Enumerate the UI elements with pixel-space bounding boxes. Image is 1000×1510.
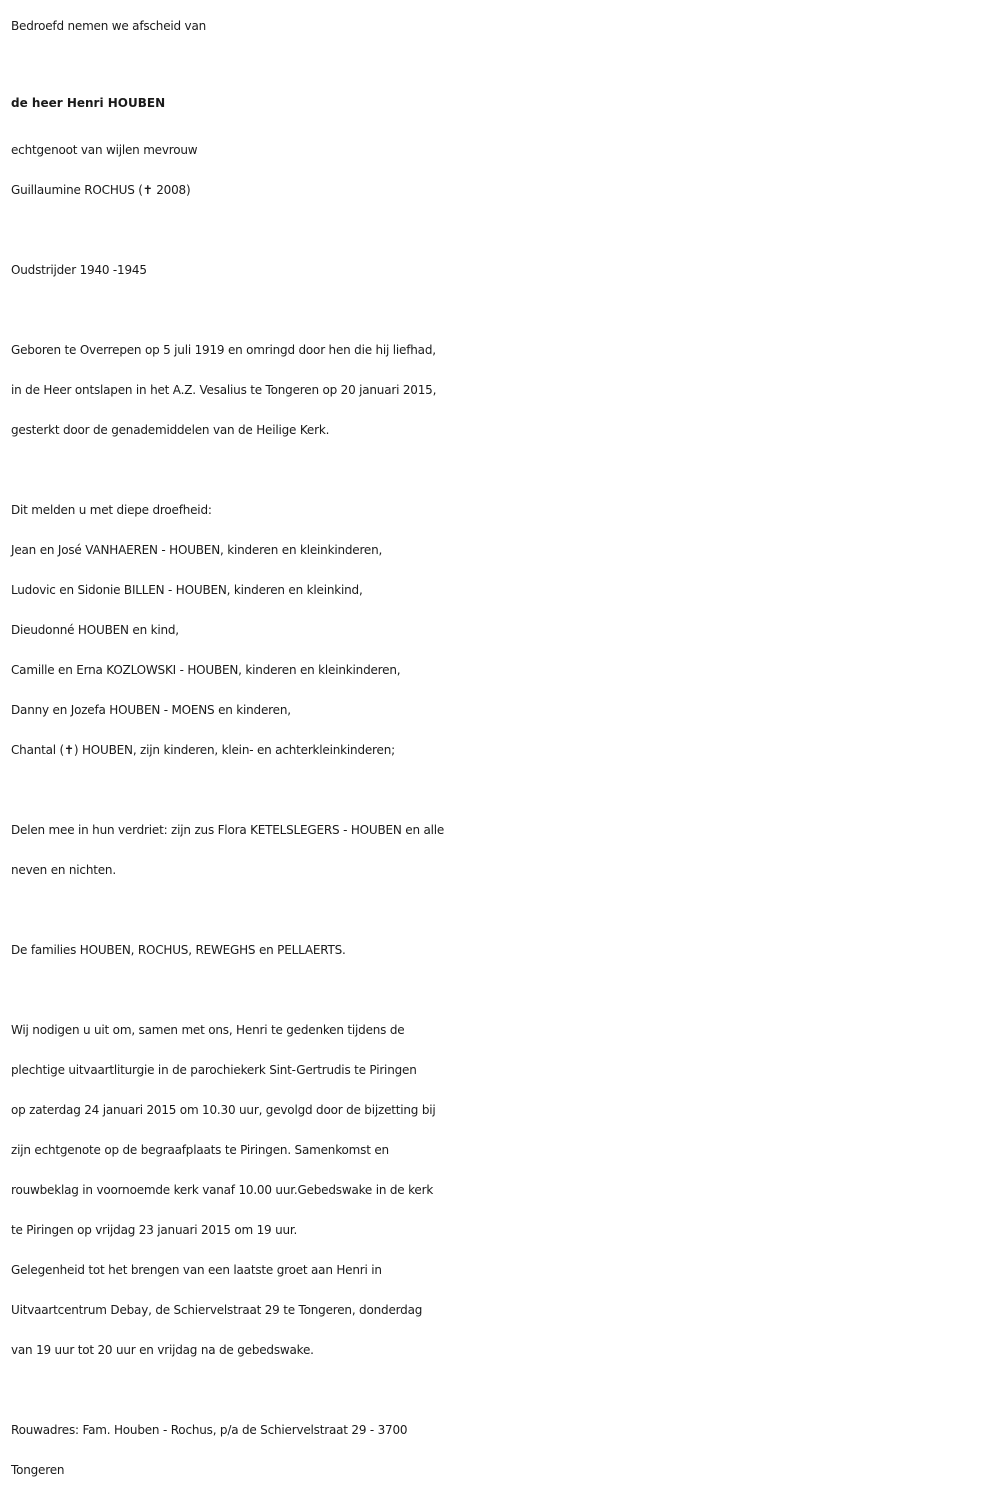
family-line: Dieudonné HOUBEN en kind, xyxy=(11,623,179,637)
family-line: Chantal (✝) HOUBEN, zijn kinderen, klein- en achterkleinkinderen; xyxy=(11,743,395,757)
ceremony-line: Gelegenheid tot het brengen van een laatste groet aan Henri in xyxy=(11,1263,382,1277)
address-line: Tongeren xyxy=(11,1463,65,1477)
family-line: Dit melden u met diepe droefheid: xyxy=(11,503,212,517)
spouse-line: Guillaumine ROCHUS (✝ 2008) xyxy=(11,183,191,197)
intro-text: Bedroefd nemen we afscheid van xyxy=(11,19,207,33)
spacer xyxy=(11,290,1000,330)
ceremony-line: rouwbeklag in voornoemde kerk vanaf 10.00 uur.Gebedswake in de kerk xyxy=(11,1183,434,1197)
birth-death-line: Geboren te Overrepen op 5 juli 1919 en omringd door hen die hij liefhad, xyxy=(11,343,436,357)
ceremony-line: op zaterdag 24 januari 2015 om 10.30 uur, gevolgd door de bijzetting bij xyxy=(11,1103,436,1117)
family-line: Camille en Erna KOZLOWSKI - HOUBEN, kinderen en kleinkinderen, xyxy=(11,663,401,677)
address-line: Rouwadres: Fam. Houben - Rochus, p/a de Schiervelstraat 29 - 3700 xyxy=(11,1423,408,1437)
spacer xyxy=(11,1370,1000,1410)
family-line: Danny en Jozefa HOUBEN - MOENS en kinderen, xyxy=(11,703,291,717)
spacer xyxy=(11,770,1000,810)
ceremony-line: te Piringen op vrijdag 23 januari 2015 om 19 uur. xyxy=(11,1223,298,1237)
spacer xyxy=(11,890,1000,930)
families-line: De families HOUBEN, ROCHUS, REWEGHS en PELLAERTS. xyxy=(11,943,346,957)
ceremony-line: van 19 uur tot 20 uur en vrijdag na de gebedswake. xyxy=(11,1343,314,1357)
family-line: Ludovic en Sidonie BILLEN - HOUBEN, kinderen en kleinkind, xyxy=(11,583,363,597)
spacer xyxy=(11,210,1000,250)
spacer xyxy=(11,450,1000,490)
ceremony-line: Uitvaartcentrum Debay, de Schiervelstraat 29 te Tongeren, donderdag xyxy=(11,1303,423,1317)
veteran-line: Oudstrijder 1940 -1945 xyxy=(11,263,147,277)
ceremony-line: plechtige uitvaartliturgie in de parochiekerk Sint-Gertrudis te Piringen xyxy=(11,1063,417,1077)
sharing-line: Delen mee in hun verdriet: zijn zus Flora KETELSLEGERS - HOUBEN en alle xyxy=(11,823,445,837)
birth-death-line: in de Heer ontslapen in het A.Z. Vesalius te Tongeren op 20 januari 2015, xyxy=(11,383,437,397)
spouse-line: echtgenoot van wijlen mevrouw xyxy=(11,143,198,157)
sharing-line: neven en nichten. xyxy=(11,863,116,877)
ceremony-line: Wij nodigen u uit om, samen met ons, Henri te gedenken tijdens de xyxy=(11,1023,405,1037)
family-line: Jean en José VANHAEREN - HOUBEN, kinderen en kleinkinderen, xyxy=(11,543,383,557)
deceased-name: de heer Henri HOUBEN xyxy=(11,96,166,110)
birth-death-line: gesterkt door de genademiddelen van de Heilige Kerk. xyxy=(11,423,330,437)
ceremony-line: zijn echtgenote op de begraafplaats te Piringen. Samenkomst en xyxy=(11,1143,389,1157)
spacer xyxy=(11,970,1000,1010)
